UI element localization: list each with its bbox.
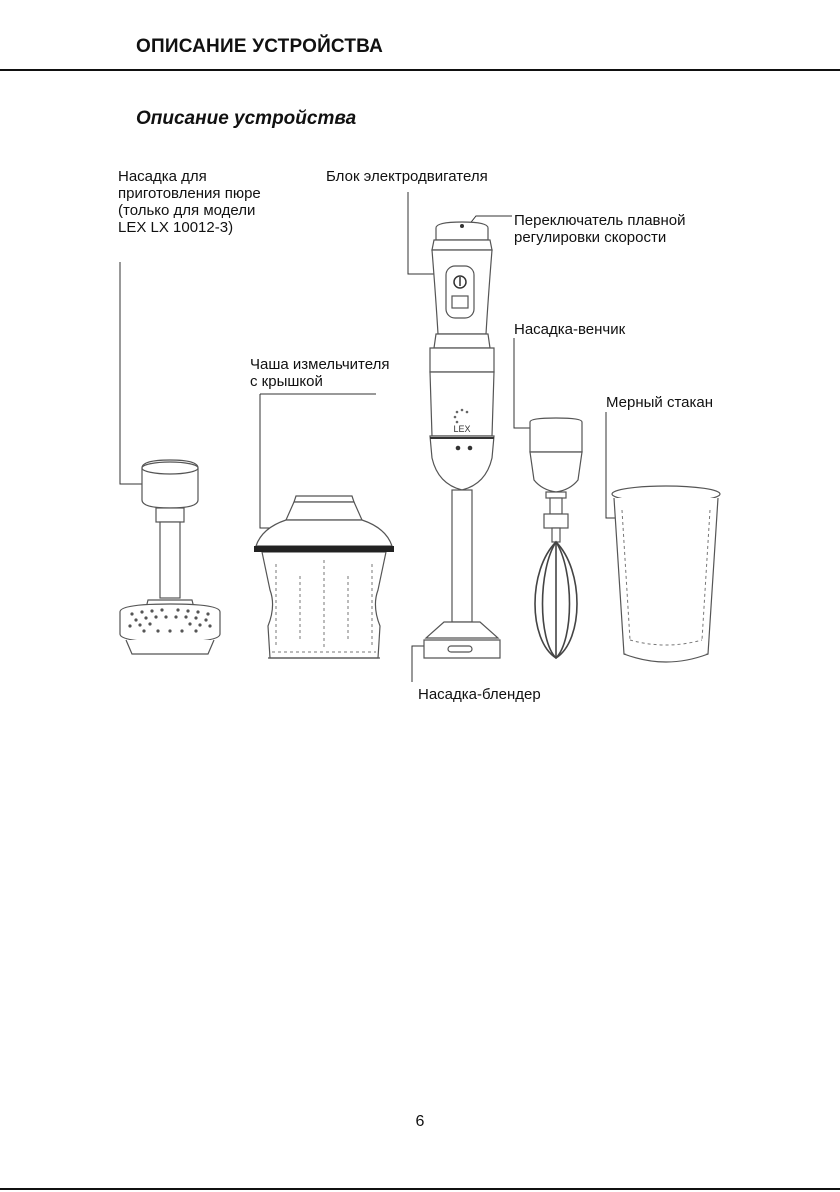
puree-attachment [120,460,220,654]
section-title: Описание устройства [136,108,357,129]
footer-divider [0,1188,840,1190]
label-motor-unit: Блок электродвигателя [326,168,488,185]
whisk-attachment [530,418,582,542]
label-chopper-bowl [250,356,389,390]
lex-logo-text: LEX [453,424,471,434]
label-chopper-line-2: с крышкой [250,373,323,390]
whisk-loops [535,542,577,658]
label-speed-line-2: регулировки скорости [514,229,667,246]
label-blender-attachment: Насадка-блендер [418,686,541,703]
label-puree-attachment [118,168,261,236]
measuring-beaker [612,486,720,662]
label-chopper-line-1: Чаша измельчителя [250,356,390,373]
label-measuring-beaker: Мерный стакан [606,394,714,411]
chopper-lid-rim [254,546,394,552]
label-puree-line-3: (только для модели [118,202,256,219]
page-number: 6 [415,1113,425,1130]
leader-line-puree [120,262,142,484]
label-puree-line-4: LEX LX 10012-3) [118,219,234,236]
label-speed-line-1: Переключатель плавной [514,212,686,229]
label-puree-line-2: приготовления пюре [118,185,261,202]
page-header-title: ОПИСАНИЕ УСТРОЙСТВА [136,36,384,57]
label-puree-line-1: Насадка для [118,168,207,185]
leader-line-whisk [514,338,530,428]
label-speed-switch [514,212,686,246]
label-whisk-attachment: Насадка-венчик [514,321,626,338]
